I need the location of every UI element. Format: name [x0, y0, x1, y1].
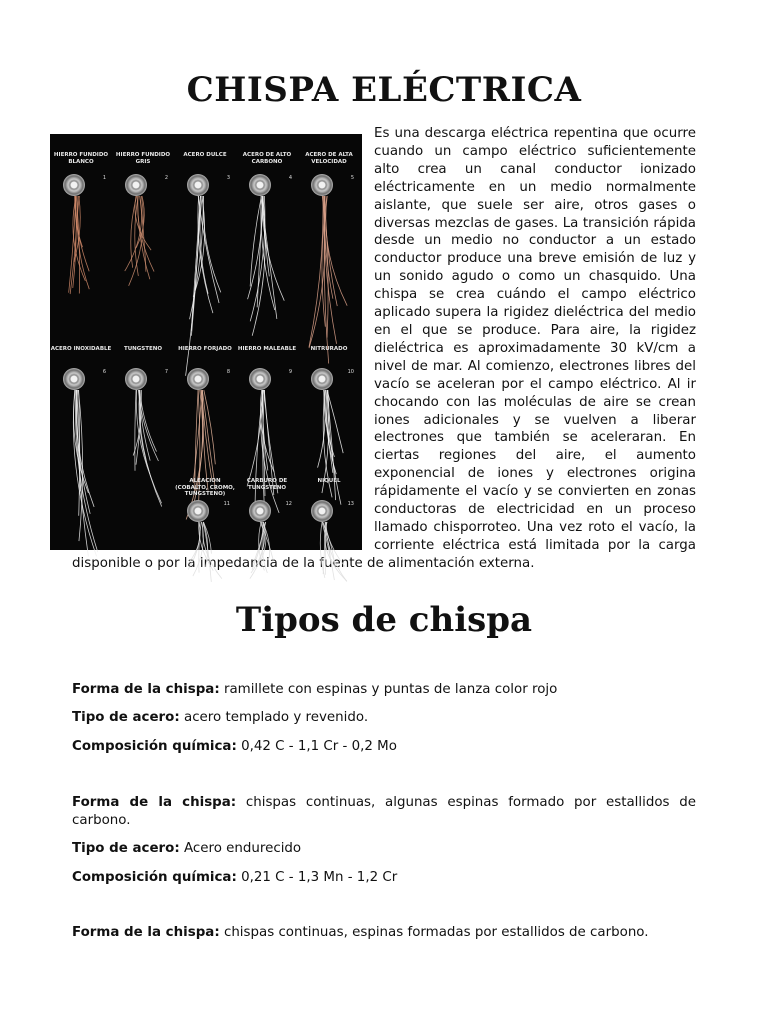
figure-cell-number: 4: [288, 175, 292, 181]
figure-cell: [298, 478, 360, 598]
figure-cell-label: ACERO INOXIDABLE: [50, 346, 112, 352]
field-label: Composición química:: [72, 739, 237, 754]
figure-cell-number: 10: [347, 369, 354, 375]
figure-cell: [236, 152, 298, 272]
figure-cell-label: ACERO DE ALTO CARBONO: [242, 152, 292, 165]
figure-cell-number: 2: [164, 175, 168, 181]
figure-cell: [236, 346, 298, 466]
figure-cell-number: 12: [285, 501, 292, 507]
field-value: acero templado y revenido.: [183, 710, 369, 725]
type1-composition: [72, 738, 696, 756]
figure-cell-label: NITRURADO: [310, 346, 348, 352]
figure-cell-number: 5: [350, 175, 354, 181]
figure-cell: [174, 478, 236, 598]
intro-paragraph: [50, 125, 696, 573]
field-value: chispas continuas, espinas formadas por estallidos de carbono.: [223, 925, 649, 940]
figure-cell: [298, 152, 360, 272]
figure-cell-label: HIERRO FUNDIDO GRIS: [115, 152, 171, 165]
field-value: 0,42 C - 1,1 Cr - 0,2 Mo: [241, 739, 397, 754]
figure-cell-number: 13: [347, 501, 354, 507]
intro-text: Es una descarga eléctrica repentina que ocurre cuando un campo eléctrico suficientemente alto crea un canal conductor ionizado eléctricamente en un medio normalmente aislante, que suele ser aire, otros gases o diversas mezclas de gases. La transición rápida desde un medio no conductor a un estado conductor produce una breve emisión de luz y un sonido agudo o como un chasquido. Una chispa se crea cuándo el campo eléctrico aplicado supera la rigidez dieléctrica del medio en el que se produce. Para aire, la rigidez dieléctrica es aproximadamente 30 kV/cm a nivel de mar. Al comienzo, electrones libres del vacío se aceleran por el campo eléctrico. Al ir chocando con las moléculas de aire se crean iones adicionales y se vuelven a liberar electrones que también se aceleraran. En ciertas regiones del aire, el aumento exponencial de iones y electrones origina rápidamente el vacío y se convierten en zonas conductoras de electricidad en un proceso llamado chisporroteo. Una vez roto el vacío, la corriente eléctrica está limitada por la carga disponible o por la impedancia de la fuente de alimentación externa.: [72, 126, 696, 571]
field-value: chispas continuas, algunas espinas formado por estallidos de carbono.: [72, 795, 696, 828]
figure-cell-label: ACERO DE ALTA VELOCIDAD: [305, 152, 353, 165]
spark-stream-icon: [112, 152, 174, 302]
figure-cell-label: ACERO DULCE: [183, 152, 227, 158]
type2-steel: [72, 840, 696, 858]
figure-cell-number: 7: [164, 369, 168, 375]
figure-cell: [50, 152, 112, 272]
figure-cell-number: 8: [226, 369, 230, 375]
spark-stream-icon: [50, 346, 112, 566]
type1-steel: [72, 709, 696, 727]
figure-cell: [174, 152, 236, 272]
figure-cell: [236, 478, 298, 598]
figure-cell-number: 11: [223, 501, 230, 507]
field-label: Forma de la chispa:: [72, 682, 220, 697]
figure-cell-label: ALEACION (COBALTO, CROMO, TUNGSTENO): [175, 478, 235, 497]
type3-shape: [72, 924, 696, 942]
field-label: Forma de la chispa:: [72, 795, 237, 810]
figure-cell-label: HIERRO MALEABLE: [237, 346, 297, 352]
figure-cell-label: HIERRO FUNDIDO BLANCO: [53, 152, 109, 165]
spark-stream-icon: [236, 478, 298, 588]
figure-cell: [50, 346, 112, 466]
section-title: Tipos de chispa: [235, 600, 533, 640]
figure-cell-number: 3: [226, 175, 230, 181]
field-value: ramillete con espinas y puntas de lanza color rojo: [223, 682, 558, 697]
page-title: CHISPA ELÉCTRICA: [186, 70, 582, 110]
field-value: 0,21 C - 1,3 Mn - 1,2 Cr: [241, 870, 398, 885]
field-label: Tipo de acero:: [72, 841, 180, 856]
spark-stream-icon: [50, 152, 112, 302]
spark-stream-icon: [174, 478, 236, 588]
field-label: Tipo de acero:: [72, 710, 180, 725]
spark-stream-icon: [112, 346, 174, 516]
figure-cell: [112, 346, 174, 466]
spark-stream-icon: [236, 152, 298, 352]
figure-cell-label: NIQUEL: [317, 478, 341, 484]
type1-shape: [72, 681, 696, 699]
figure-cell: [174, 346, 236, 466]
field-label: Composición química:: [72, 870, 237, 885]
figure-cell: [298, 346, 360, 466]
figure-cell-label: CARBURO DE TUNGSTENO: [246, 478, 288, 491]
type2-composition: [72, 869, 696, 887]
figure-cell-number: 1: [102, 175, 106, 181]
figure-cell-number: 9: [288, 369, 292, 375]
type2-shape: [72, 794, 696, 830]
figure-cell-number: 6: [102, 369, 106, 375]
spark-stream-icon: [298, 152, 360, 372]
figure-cell-label: HIERRO FORJADO: [178, 346, 232, 352]
spark-stream-icon: [298, 478, 360, 588]
field-label: Forma de la chispa:: [72, 925, 220, 940]
spark-types-figure: [50, 134, 362, 550]
figure-cell: [112, 152, 174, 272]
figure-cell-label: TUNGSTENO: [123, 346, 163, 352]
field-value: Acero endurecido: [183, 841, 302, 856]
